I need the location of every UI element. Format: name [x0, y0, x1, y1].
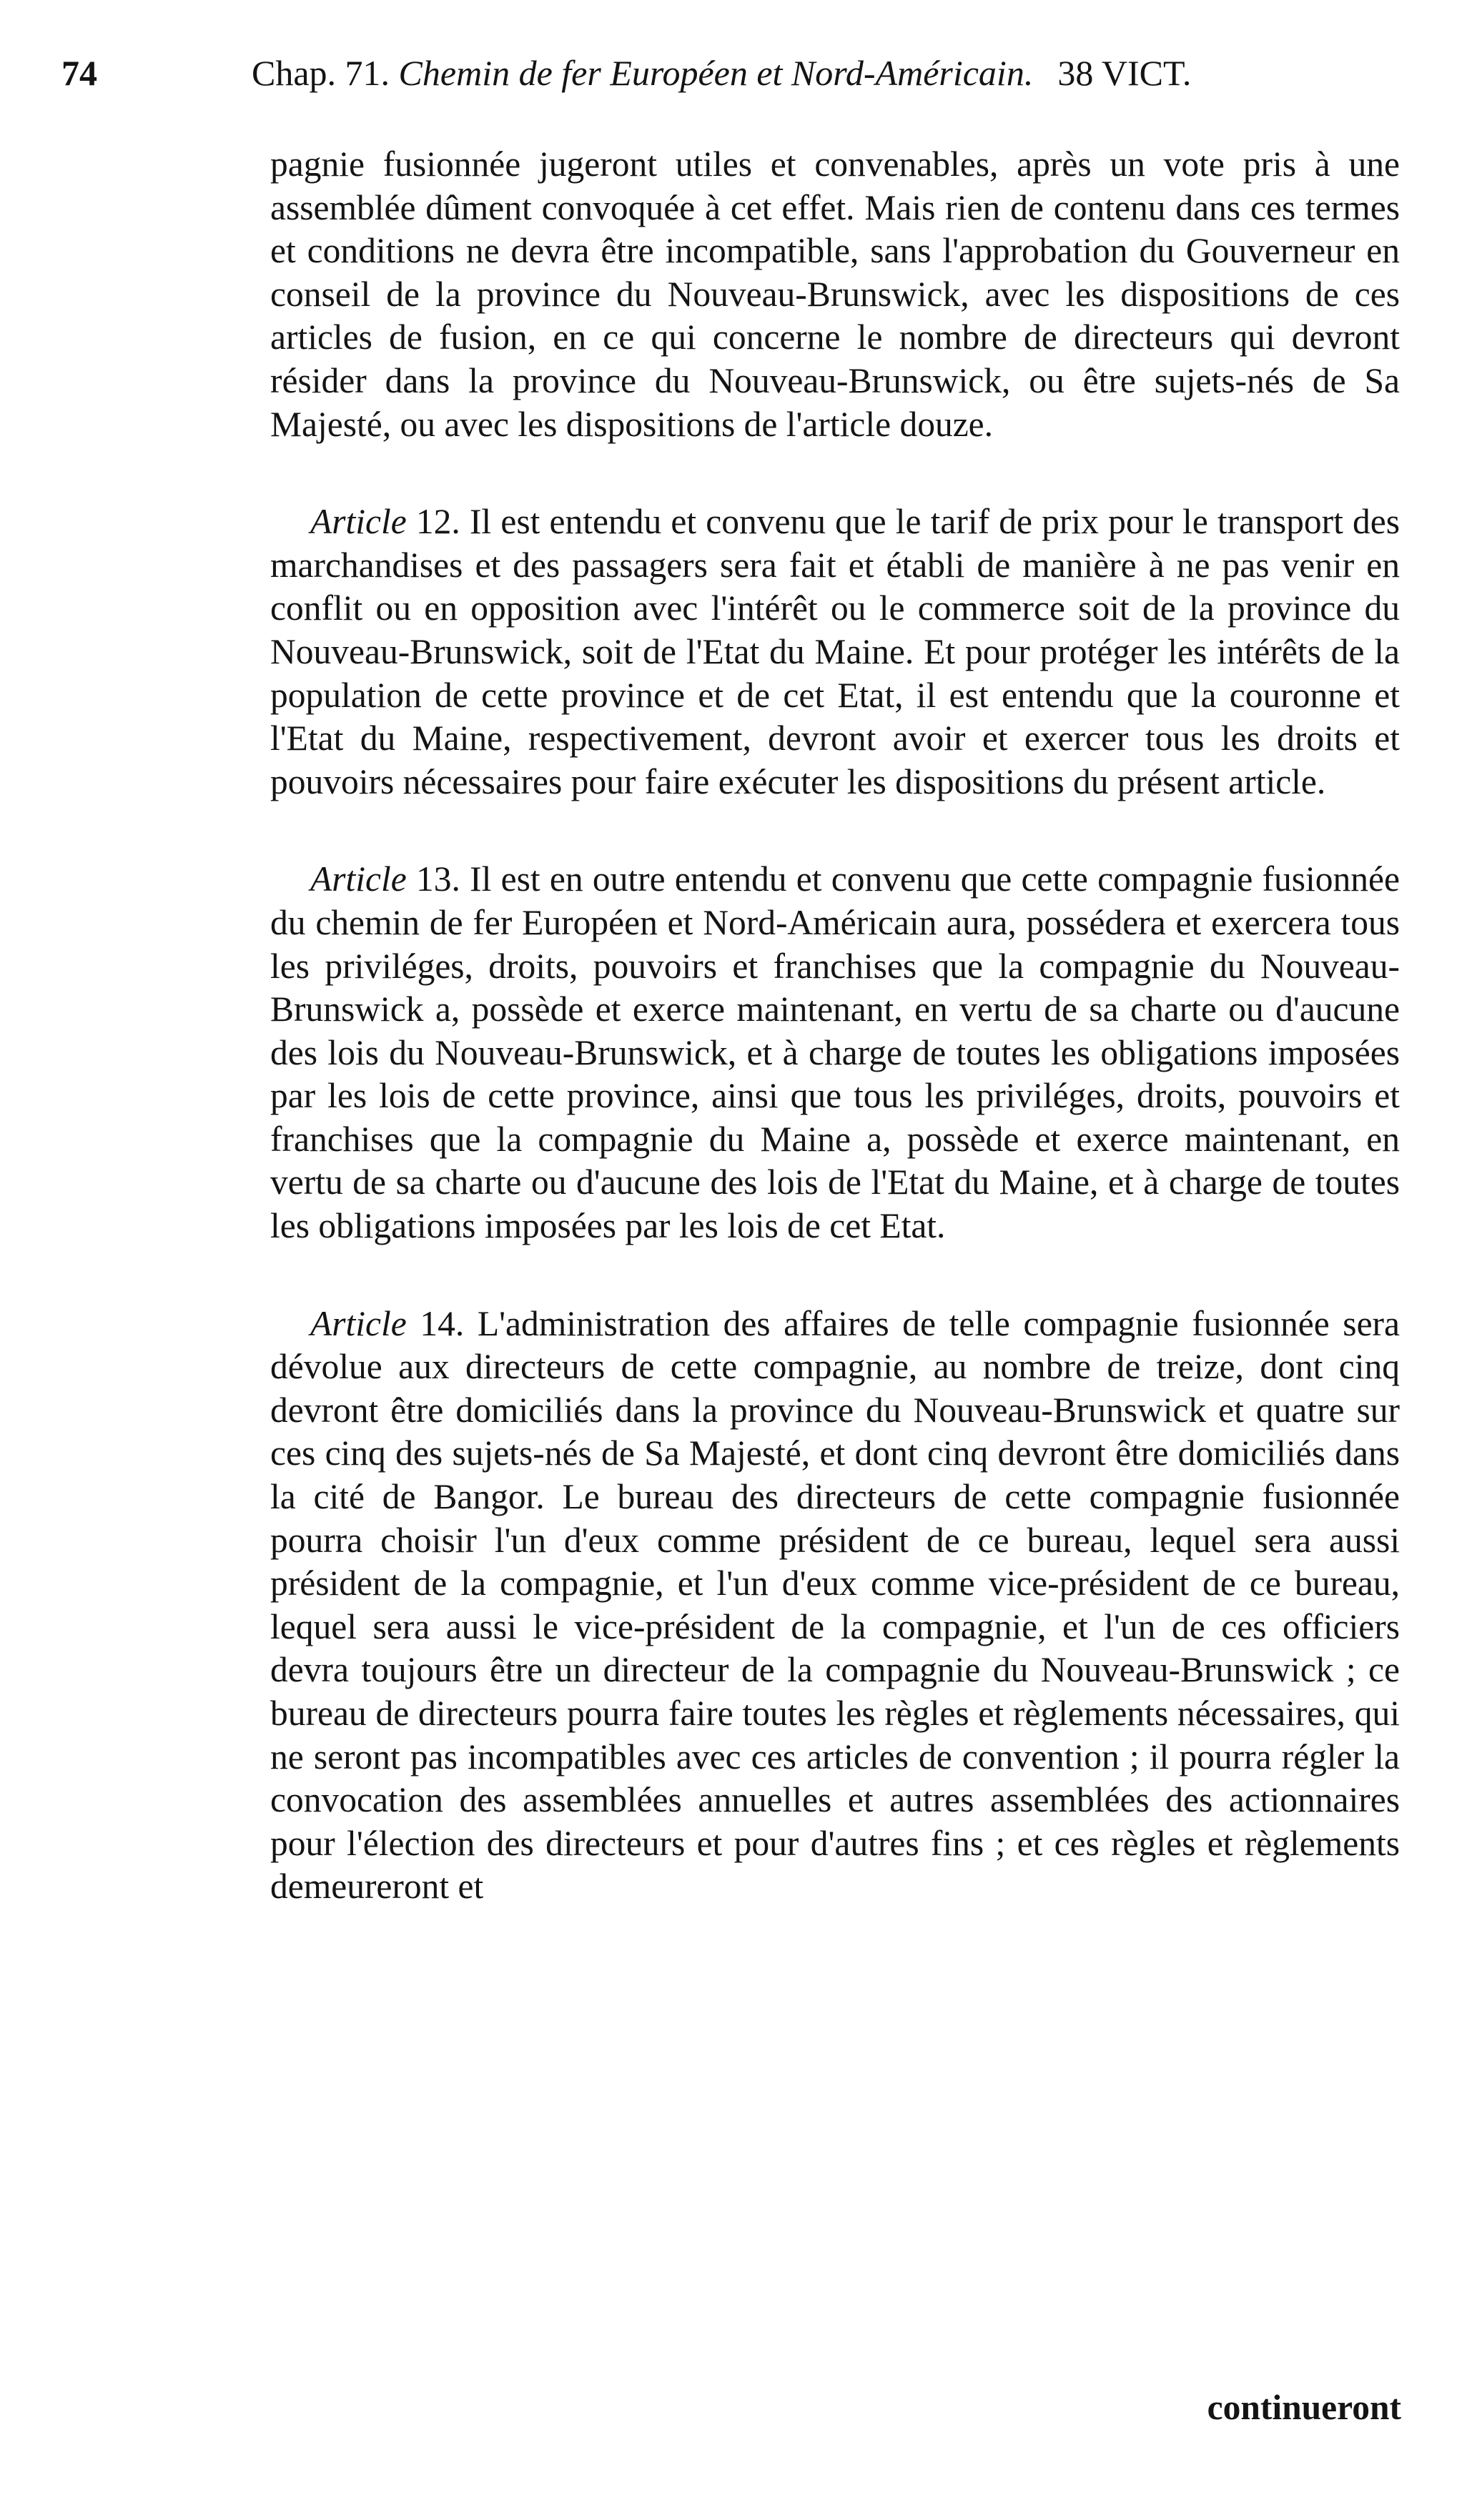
page-number: 74 — [61, 53, 97, 93]
session-label: 38 VICT. — [1057, 53, 1192, 93]
paragraph-article-12 — [270, 500, 1400, 804]
paragraph-article-13 — [270, 858, 1400, 1247]
article-label: Article — [310, 1303, 407, 1343]
running-header — [0, 51, 1477, 109]
paragraph-text: 14. L'administration des affaires de telle compagnie fusionnée sera dévolue aux directeurs de cette compagnie, au nombre de treize, dont cinq devront être domiciliés dans la province du Nouveau-Brunswick et quatre sur ces cinq des sujets-nés de Sa Majesté, et dont cinq devront être domiciliés dans la cité de Bangor. Le bureau des directeurs de cette compagnie fusionnée pourra choisir l'un d'eux comme président de ce bureau, lequel sera aussi président de la compagnie, et l'un d'eux comme vice-président de ce bureau, lequel sera aussi le vice-président de la compagnie, et l'un de ces officiers devra toujours être un directeur de la compagnie du Nouveau-Brunswick ; ce bureau de directeurs pourra faire toutes les règles et règlements nécessaires, qui ne seront pas incompatibles avec ces articles de convention ; il pourra régler la convocation des assemblées annuelles et autres assemblées des actionnaires pour l'élection des directeurs et pour d'autres fins ; et ces règles et règlements demeureront et — [270, 1303, 1400, 1907]
chapter-label: Chap. 71. — [252, 53, 390, 93]
running-head — [252, 51, 1191, 94]
act-title: Chemin de fer Européen et Nord-Américain. — [398, 53, 1034, 93]
paragraph-text: pagnie fusionnée jugeront utiles et convenables, après un vote pris à une assemblée dûment convoquée à cet effet. Mais rien de contenu dans ces termes et conditions ne devra être incompatible, sans l'approbation du Gouverneur en conseil de la province du Nouveau-Brunswick, avec les dispositions de ces articles de fusion, en ce qui concerne le nombre de directeurs qui devront résider dans la province du Nouveau-Brunswick, ou être sujets-nés de Sa Majesté, ou avec les dispositions de l'article douze. — [270, 144, 1400, 444]
paragraph-text: 12. Il est entendu et convenu que le tarif de prix pour le transport des marchandises et des passagers sera fait et établi de manière à ne pas venir en conflit ou en opposition avec l'intérêt ou le commerce soit de la province du Nouveau-Brunswick, soit de l'Etat du Maine. Et pour protéger les intérêts de la population de cette province et de cet Etat, il est entendu que la couronne et l'Etat du Maine, respectivement, devront avoir et exercer tous les droits et pouvoirs nécessaires pour faire exécuter les dispositions du présent article. — [270, 502, 1401, 801]
article-label: Article — [310, 502, 407, 542]
article-label: Article — [310, 859, 407, 899]
page-body — [270, 143, 1400, 1909]
paragraph-article-14 — [270, 1303, 1400, 1909]
paragraph-continuation — [270, 143, 1400, 446]
catchword: continueront — [1207, 2388, 1401, 2427]
paragraph-text: 13. Il est en outre entendu et convenu que cette compagnie fusionnée du chemin de fer Européen et Nord-Américain aura, possédera et exercera tous les priviléges, droits, pouvoirs et franchises que la compagnie du Nouveau-Brunswick a, possède et exerce maintenant, en vertu de sa charte ou d'aucune des lois du Nouveau-Brunswick, et à charge de toutes les obligations imposées par les lois de cette province, ainsi que tous les priviléges, droits, pouvoirs et franchises que la compagnie du Maine a, possède et exerce maintenant, en vertu de sa charte ou d'aucune des lois de l'Etat du Maine, et à charge de toutes les obligations imposées par les lois de cet Etat. — [270, 859, 1400, 1246]
